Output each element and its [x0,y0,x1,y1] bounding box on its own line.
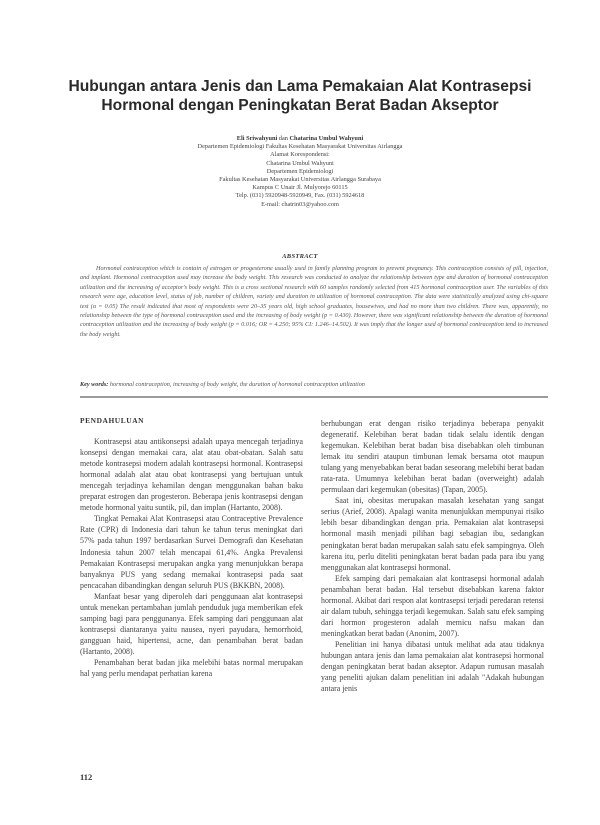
title-line-1: Hubungan antara Jenis dan Lama Pemakaian Alat Kontrasepsi [68,78,532,95]
body-paragraph: Penelitian ini hanya dibatasi untuk melihat ada atau tidaknya hubungan antara jenis dan lama pemakaian alat kontrasepsi hormonal dengan peningkatan berat badan akseptor. Adapun rumusan masalah yang peneliti ajukan dalam penelitian ini adalah "Adakah hubungan antara jenis [321,639,544,694]
author-1: Eli Sriwahyuni [236,135,278,142]
abstract-heading: ABSTRACT [282,253,318,260]
paper-title [60,77,540,115]
author-conjunction: dan [278,135,288,142]
correspondence-name: Chatarina Umbul Wahyuni [266,159,334,167]
affiliation: Departemen Epidemiologi Fakultas Kesehatan Masyarakat Universitas Airlangga [197,143,403,151]
author-2: Chatarina Umbul Wahyuni [289,135,364,142]
keywords-text: hormonal contraception, increasing of body weight, the duration of hormonal contraception utilization [108,381,365,388]
title-line-2: Hormonal dengan Peningkatan Berat Badan Akseptor [101,97,499,114]
correspondence-department: Departemen Epidemiologi [266,167,334,175]
body-paragraph: Penambahan berat badan jika melebihi batas normal merupakan hal yang perlu mendapat perhatian karena [80,657,303,679]
keywords [80,380,548,389]
body-paragraph: berhubungan erat dengan risiko terjadinya beberapa penyakit degeneratif. Kelebihan berat badan tidak selalu identik dengan kegemukan. Kelebihan berat badan bisa disebabkan oleh timbunan lemak itu sendiri ataupun timbunan lemak bersama otot maupun tulang yang menyebabkan berat badan seseorang melebihi berat badan rata-rata. Umumnya kelebihan berat badan (overweight) adalah permulaan dari kegemukan (obesitas) (Tapan, 2005). [321,419,544,495]
body-paragraph: Saat ini, obesitas merupakan masalah kesehatan yang sangat serius (Arief, 2008). Apalagi wanita menunjukkan mempunyai risiko lebih besar dibandingkan dengan pria. Pemakaian alat kontrasepsi hormonal masih menjadi pilihan bagi sebagian ibu, sedangkan peningkatan berat badan merupakan salah satu efek sampingnya. Oleh karena itu, perlu diteliti peningkatan berat badan pada para ibu yang menggunakan alat kontrasepsi hormonal. [321,496,544,572]
author-names [100,135,500,143]
section-divider [80,396,548,398]
correspondence-faculty: Fakultas Kesehatan Masyarakat Universitas Airlangga Surabaya [219,176,381,184]
body-paragraph: Tingkat Pemakai Alat Kontrasepsi atau Contraceptive Prevalence Rate (CPR) di Indonesia dari tahun ke tahun terus meningkat dari 57% pada tahun 1997 berdasarkan Survei Demografi dan Kesehatan Indonesia tahun 2007 telah mencapai 61,4%. Angka Prevalensi Pemakaian Kontrasepsi merupakan angka yang menunjukkan berapa banyaknya PUS yang sedang memakai kontrasepsi pada saat pencacahan dibandingkan dengan seluruh PUS (BKKBN, 2008). [80,514,303,590]
author-block [100,135,500,209]
abstract-text: Hormonal contraception which is contain of estrogen or progesterone usually used in family planning program to prevent pregnancy. This contraception consists of pill, injection, and implant. Hormonal contraception used may increase the body weight. This research was conducted to analyze the relationship between type and duration of hormonal contraception utilization and the increasing of acceptor's body weight. This is a cross sectional research with 60 samples randomly selected from 415 hormonal contraception user. The variables of this research were age, education level, status of job, number of children, variety and duration in utilization of hormonal contraception. The data were statistically analyzed using chi-square test (α = 0.05) The result indicated that most of respondents were 20–35 years old, high school graduates, housewives, and had no more than two children. There was, apparently, no relationship between the type of hormonal contraception used and the increasing of body weight (p = 0.430). However, there was significant relationship between the duration of hormonal contraception utilization and the increasing of body weight (p = 0.016; OR = 4.250; 95% CI: 1.246–14.502). It was imply that the longer used of hormonal contraception tend to increased the body weight. [80,265,548,338]
body-paragraph: Manfaat besar yang diperoleh dari penggunaan alat kontrasepsi untuk menekan pertambahan jumlah penduduk juga memberikan efek samping bagi para penggunanya. Efek samping dari penggunaan alat kontrasepsi diantaranya yaitu nausea, nyeri payudara, hemorrhoid, gangguan haid, hipertensi, acne, dan penambahan berat badan (Hartanto, 2008). [80,591,303,656]
body-paragraph: Efek samping dari pemakaian alat kontrasepsi hormonal adalah penambahan berat badan. Hal tersebut disebabkan karena faktor hormonal. Akibat dari respon alat kontrasepsi terjadi peredaran retensi air dalam tubuh, sehingga terjadi kegemukan. Salah satu efek samping dari hormon progesteron adalah memicu nafsu makan dan meningkatkan berat badan (Anonim, 2007). [321,573,544,638]
correspondence-email: E-mail: chatrin03@yahoo.com [261,200,339,208]
body-column-left [80,415,303,679]
page-number: 112 [80,772,93,782]
correspondence-label: Alamat Korespondensi: [270,151,330,159]
body-column-right [321,418,544,694]
section-heading: PENDAHULUAN [80,416,145,425]
body-paragraph: Kontrasepsi atau antikonsepsi adalah upaya mencegah terjadinya konsepsi dengan memakai cara, alat atau obat-obatan. Salah satu metode kontrasepsi modern adalah kontrasepsi hormonal. Kontrasepsi hormonal adalah alat atau obat kontrasepsi yang bertujuan untuk mencegah terjadinya kehamilan dengan menggunakan bahan baku preparat estrogen dan progesteron. Beberapa jenis kontrasepsi dengan metode hormonal yaitu suntik, pil, dan implan (Hartanto, 2008). [80,437,303,513]
correspondence-phone: Telp. (031) 5920948-5920949, Fax. (031) 5924618 [235,192,365,200]
keywords-label: Key words: [80,381,109,388]
correspondence-address: Kampus C Unair Jl. Mulyorejo 60115 [252,184,348,192]
